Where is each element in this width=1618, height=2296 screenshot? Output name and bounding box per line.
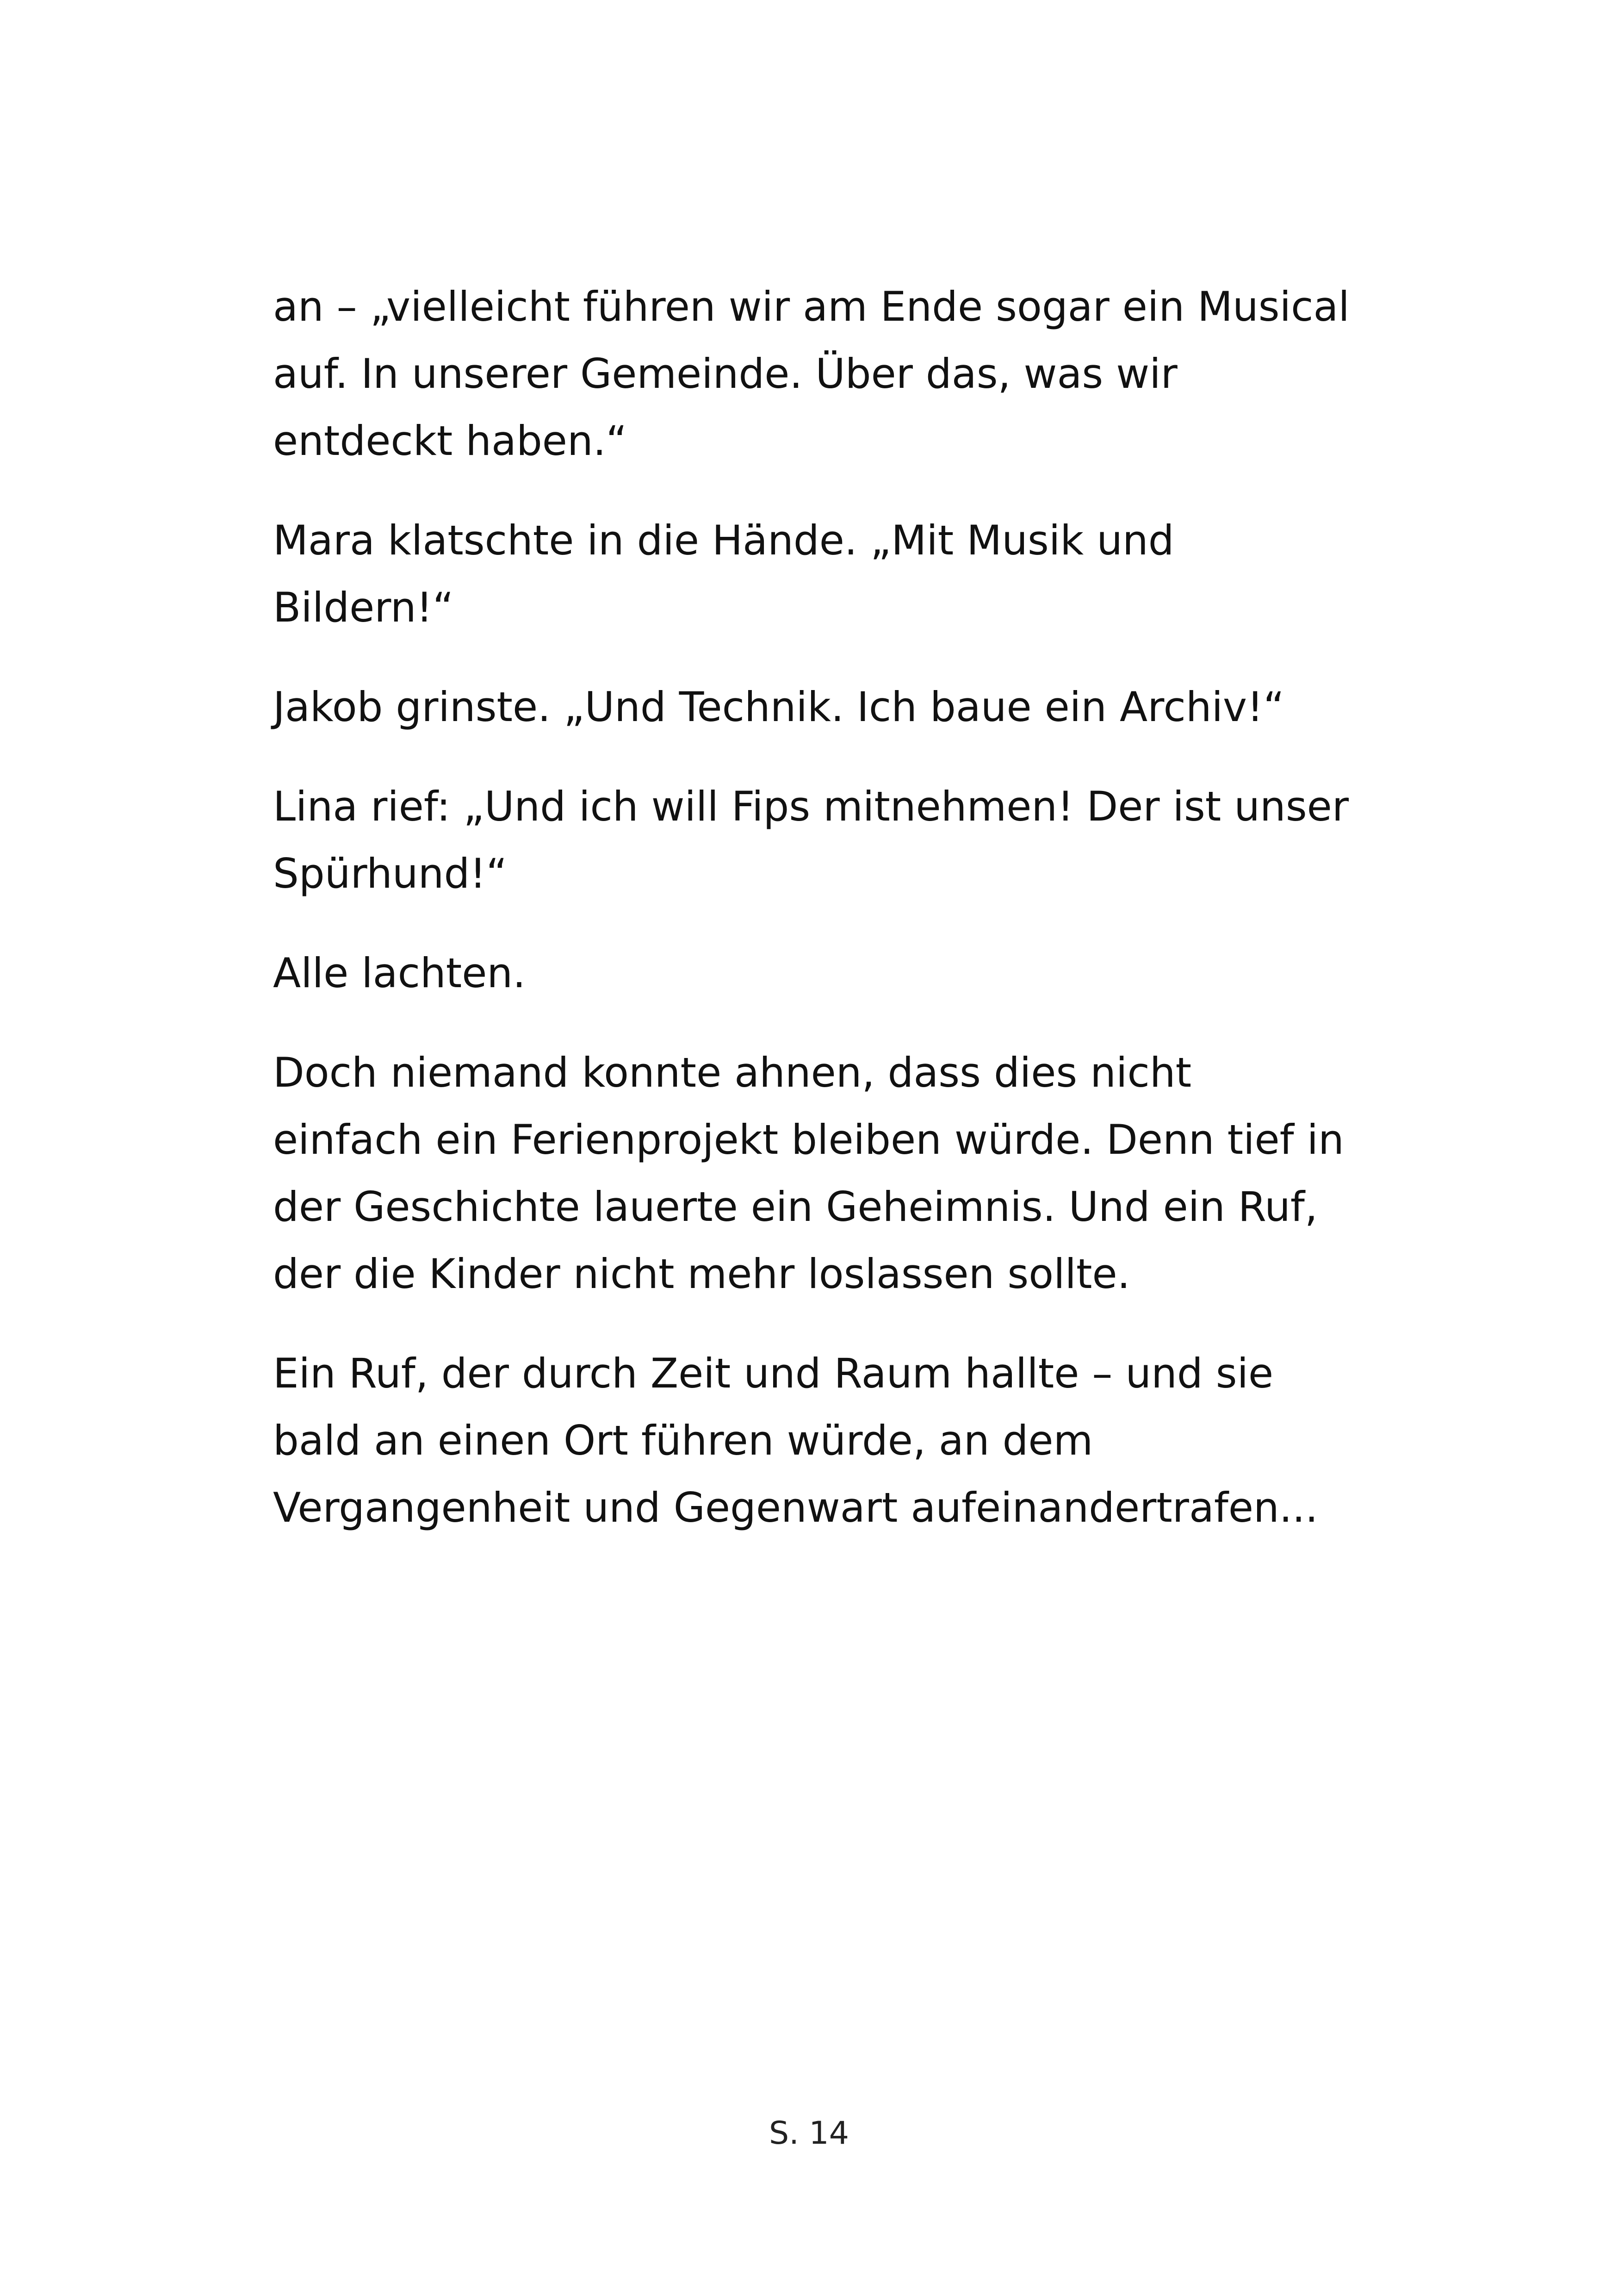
text-line: Bildern!“	[273, 584, 454, 631]
paragraph	[273, 773, 1383, 907]
text-line: Vergangenheit und Gegenwart aufeinandertrafen...	[273, 1484, 1318, 1531]
text-line: der Geschichte lauerte ein Geheimnis. Und ein Ruf,	[273, 1183, 1318, 1231]
text-line: entdeckt haben.“	[273, 417, 627, 465]
text-line: Doch niemand konnte ahnen, dass dies nicht	[273, 1049, 1192, 1096]
paragraph	[273, 940, 1383, 1007]
paragraph	[273, 507, 1383, 641]
paragraph	[273, 1039, 1383, 1307]
text-line: bald an einen Ort führen würde, an dem	[273, 1417, 1093, 1464]
text-line: der die Kinder nicht mehr loslassen sollte.	[273, 1250, 1130, 1298]
paragraph	[273, 1340, 1383, 1541]
text-line: Jakob grinste. „Und Technik. Ich baue ein Archiv!“	[273, 683, 1284, 731]
body-text	[273, 273, 1383, 1574]
text-line: Spürhund!“	[273, 850, 508, 897]
text-line: Mara klatschte in die Hände. „Mit Musik und	[273, 516, 1174, 564]
paragraph	[273, 673, 1383, 740]
text-line: auf. In unserer Gemeinde. Über das, was wir	[273, 350, 1178, 398]
paragraph	[273, 273, 1383, 474]
text-line: Lina rief: „Und ich will Fips mitnehmen! Der ist unser	[273, 783, 1349, 830]
text-line: an – „vielleicht führen wir am Ende sogar ein Musical	[273, 283, 1350, 330]
text-line: einfach ein Ferienprojekt bleiben würde. Denn tief in	[273, 1116, 1344, 1164]
text-line: Alle lachten.	[273, 949, 526, 997]
text-line: Ein Ruf, der durch Zeit und Raum hallte – und sie	[273, 1350, 1274, 1397]
page-number: S. 14	[769, 2115, 849, 2152]
